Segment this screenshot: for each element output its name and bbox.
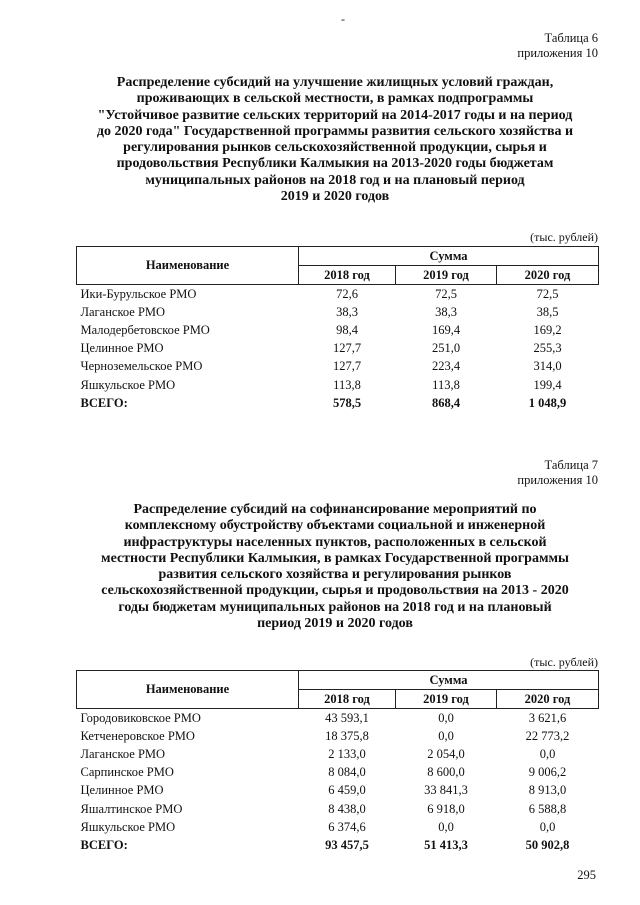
table6-title-line: продовольствия Республики Калмыкия на 2013-2020 годы бюджетам <box>116 156 554 172</box>
cell-2020: 169,2 <box>533 322 562 337</box>
cell-2019: 72,5 <box>435 286 457 301</box>
table7-title-line: комплексному обустройству объектами социальной и инженерной <box>124 518 546 534</box>
cell-2018: 43 593,1 <box>325 710 369 725</box>
table6-ref-appendix: приложения 10 <box>517 46 598 60</box>
cell-2020: 72,5 <box>536 286 559 301</box>
cell-2018: 72,6 <box>336 286 358 301</box>
table-row <box>77 727 599 745</box>
table7 <box>76 670 599 855</box>
cell-2019: 33 841,3 <box>424 783 468 798</box>
cell-2020: 6 588,8 <box>528 801 567 816</box>
total-label: ВСЕГО: <box>80 395 128 410</box>
cell-2019: 113,8 <box>432 377 460 392</box>
table6 <box>76 246 599 412</box>
table6-title-line: 2019 и 2020 годов <box>280 189 390 205</box>
table7-ref-appendix: приложения 10 <box>517 473 598 487</box>
row-name: Целинное РМО <box>80 341 164 356</box>
table6-title-line: "Устойчивое развитие сельских территорий на 2014-2017 годы и на период <box>97 107 573 123</box>
cell-2019: 8 600,0 <box>427 765 465 780</box>
cell-2020: 255,3 <box>533 341 562 356</box>
table6-header-year: 2018 год <box>299 266 396 285</box>
row-name: Ики-Бурульское РМО <box>80 286 197 301</box>
table-row <box>77 782 599 800</box>
cell-2020: 8 913,0 <box>528 783 567 798</box>
cell-2020: 199,4 <box>533 377 562 392</box>
table7-title-line: местности Республики Калмыкия, в рамках Государственной программы <box>101 550 569 566</box>
table6-title-line: проживающих в сельской местности, в рамках подпрограммы <box>136 91 534 107</box>
total-label: ВСЕГО: <box>80 837 128 852</box>
table6-title-line: муниципальных районов на 2018 год и на плановый период <box>145 172 525 188</box>
cell-2018: 6 459,0 <box>328 783 366 798</box>
table7-title <box>60 502 610 632</box>
row-name: Лаганское РМО <box>80 746 166 761</box>
row-name: Городовиковское РМО <box>80 710 201 725</box>
cell-2018: 113,8 <box>333 377 361 392</box>
row-name: Яшалтинское РМО <box>80 801 183 816</box>
table-total-row <box>77 394 599 412</box>
table6-header-year: 2020 год <box>497 266 599 285</box>
table7-title-line: инфраструктуры населенных пунктов, расположенных в сельской <box>123 534 547 550</box>
table6-title-line: Распределение субсидий на улучшение жилищных условий граждан, <box>116 75 554 90</box>
cell-2019: 251,0 <box>431 341 461 356</box>
table6-title-line: до 2020 года" Государственной программы развития сельского хозяйства и <box>96 123 574 139</box>
table6-header-name: Наименование <box>77 247 299 285</box>
table6-reference <box>517 31 598 61</box>
table-row <box>77 376 599 394</box>
cell-2020: 22 773,2 <box>525 728 570 743</box>
total-2019: 868,4 <box>431 395 461 410</box>
cell-2020: 9 006,2 <box>528 765 567 780</box>
cell-2018: 38,3 <box>336 304 358 319</box>
table6-ref-number: Таблица 6 <box>544 31 598 45</box>
cell-2020: 38,5 <box>536 304 559 319</box>
table-row <box>77 303 599 321</box>
table7-unit: (тыс. рублей) <box>530 655 598 669</box>
table-row <box>77 321 599 339</box>
table-total-row <box>77 836 599 854</box>
table7-title-line: Распределение субсидий на софинансирование мероприятий по <box>133 502 537 517</box>
table7-reference <box>517 458 598 488</box>
table-row <box>77 285 599 304</box>
table-row <box>77 764 599 782</box>
table7-ref-number: Таблица 7 <box>544 458 598 472</box>
cell-2019: 6 918,0 <box>427 801 465 816</box>
total-2020: 50 902,8 <box>525 837 570 852</box>
table6-title <box>60 75 610 205</box>
table7-header-year: 2020 год <box>497 690 599 709</box>
table7-title-line: развития сельского хозяйства и регулирования рынков <box>158 567 512 583</box>
cell-2019: 38,3 <box>435 304 457 319</box>
table7-title-line: годы бюджетам муниципальных районов на 2018 год и на плановый <box>118 599 552 615</box>
table7-header-sum: Сумма <box>299 671 599 690</box>
cell-2020: 3 621,6 <box>528 710 567 725</box>
table7-header-year: 2018 год <box>299 690 396 709</box>
row-name: Лаганское РМО <box>80 304 166 319</box>
cell-2018: 127,7 <box>332 359 362 374</box>
cell-2020: 0,0 <box>539 819 556 834</box>
total-2018: 578,5 <box>332 395 362 410</box>
table6-unit: (тыс. рублей) <box>530 230 598 244</box>
cell-2018: 6 374,6 <box>328 819 366 834</box>
cell-2018: 8 438,0 <box>328 801 366 816</box>
cell-2019: 0,0 <box>438 728 454 743</box>
table6-title-line: регулирования рынков сельскохозяйственной продукции, сырья и <box>123 140 547 156</box>
row-name: Яшкульское РМО <box>80 377 176 392</box>
cell-2018: 2 133,0 <box>328 746 366 761</box>
total-2019: 51 413,3 <box>424 837 468 852</box>
cell-2020: 0,0 <box>539 746 556 761</box>
cell-2018: 98,4 <box>336 322 358 337</box>
row-name: Малодербетовское РМО <box>80 322 210 337</box>
cell-2019: 2 054,0 <box>427 746 465 761</box>
table-row <box>77 745 599 763</box>
table-row <box>77 709 599 728</box>
table7-title-line: сельскохозяйственной продукции, сырья и продовольствия на 2013 - 2020 <box>101 583 569 599</box>
total-2020: 1 048,9 <box>528 395 567 410</box>
total-2018: 93 457,5 <box>325 837 369 852</box>
table-row <box>77 800 599 818</box>
cell-2020: 314,0 <box>533 359 562 374</box>
cell-2018: 127,7 <box>332 341 362 356</box>
cell-2019: 223,4 <box>431 359 461 374</box>
row-name: Сарпинское РМО <box>80 765 174 780</box>
row-name: Черноземельское РМО <box>80 359 203 374</box>
cell-2019: 0,0 <box>438 710 454 725</box>
cell-2018: 18 375,8 <box>325 728 369 743</box>
table-row <box>77 340 599 358</box>
top-mark: - <box>341 12 345 26</box>
cell-2018: 8 084,0 <box>328 765 366 780</box>
table7-title-line: период 2019 и 2020 годов <box>257 616 413 632</box>
table6-header-year: 2019 год <box>396 266 497 285</box>
row-name: Целинное РМО <box>80 783 164 798</box>
cell-2019: 169,4 <box>431 322 461 337</box>
table-row <box>77 818 599 836</box>
table7-header-year: 2019 год <box>396 690 497 709</box>
table7-header-name: Наименование <box>77 671 299 709</box>
table-row <box>77 358 599 376</box>
row-name: Кетченеровское РМО <box>80 728 195 743</box>
row-name: Яшкульское РМО <box>80 819 176 834</box>
cell-2019: 0,0 <box>438 819 454 834</box>
page-number: 295 <box>577 868 596 882</box>
table6-header-sum: Сумма <box>299 247 599 266</box>
